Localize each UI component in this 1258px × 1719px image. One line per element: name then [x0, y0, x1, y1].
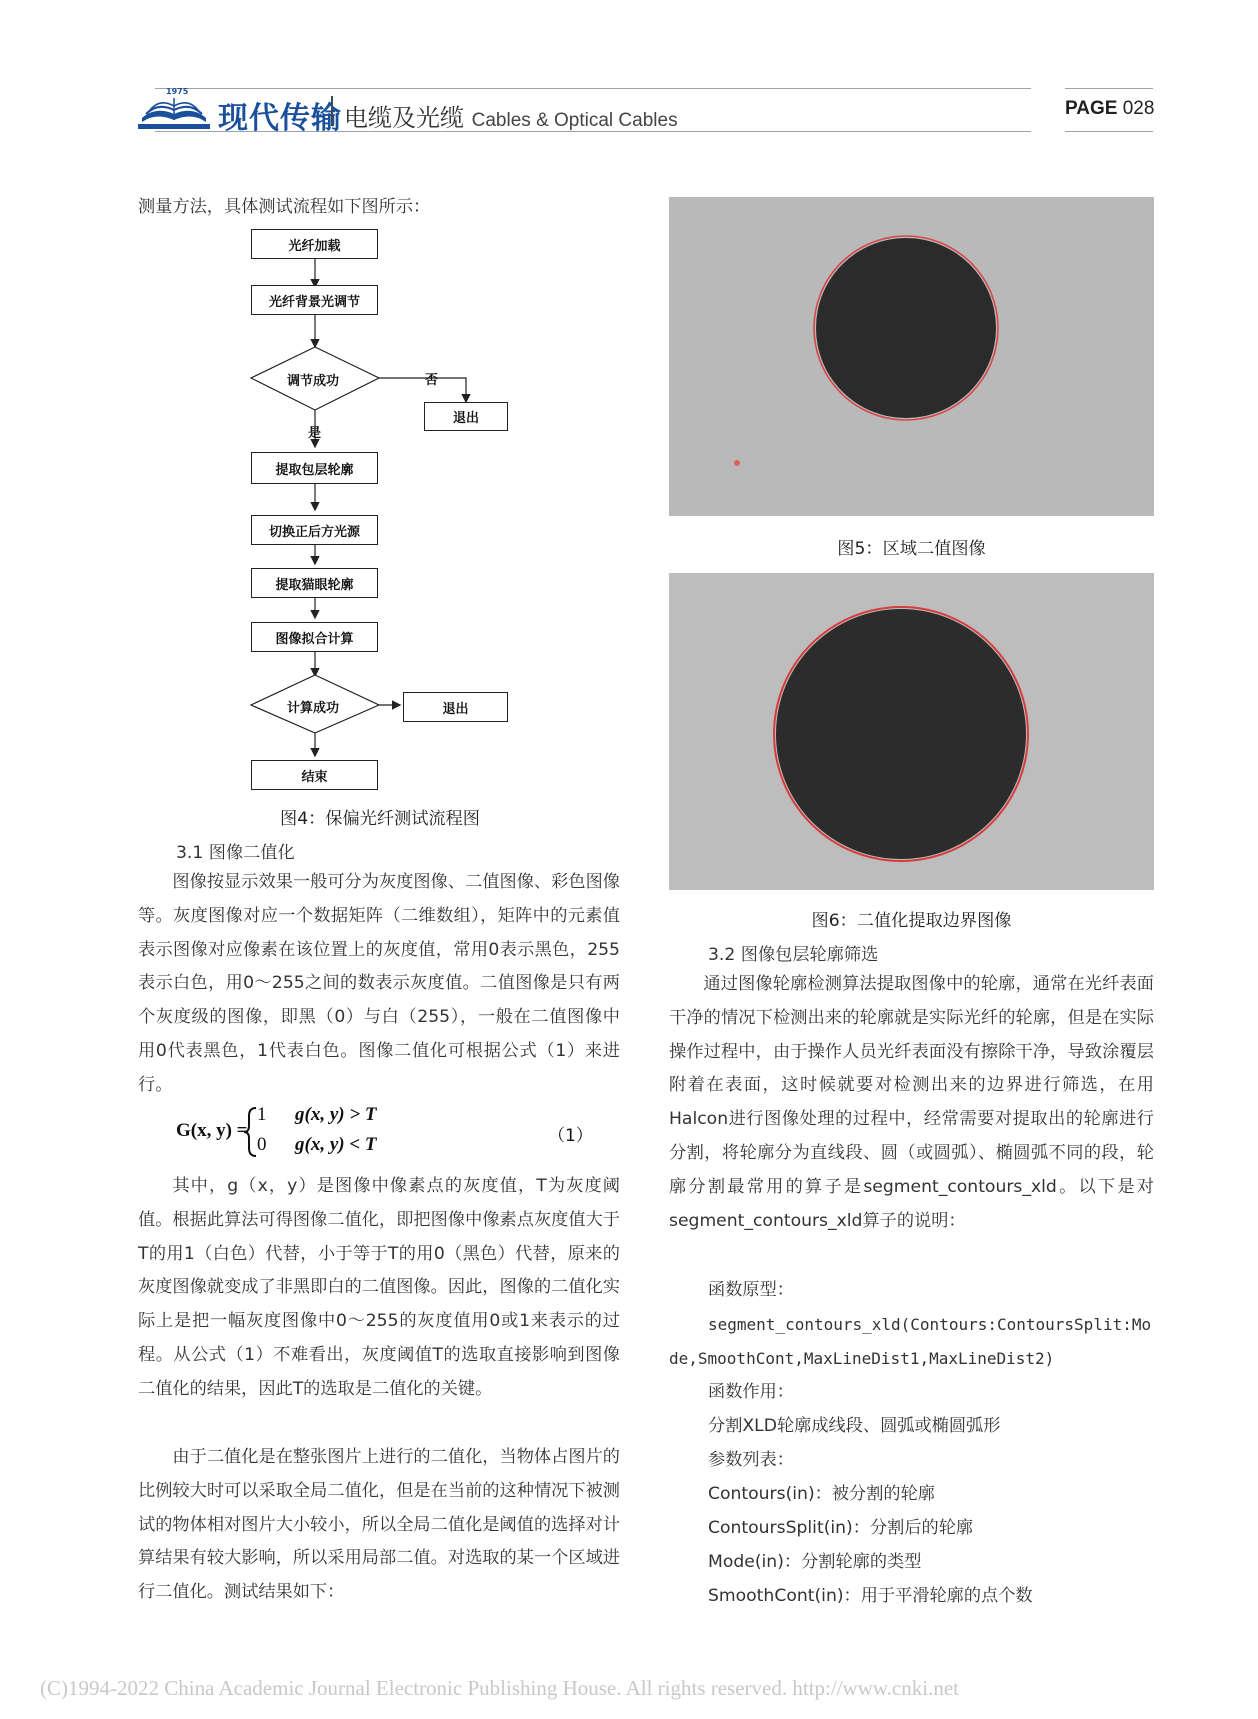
flow-step-fit: 图像拟合计算 [251, 622, 378, 652]
journal-brand: 现代传输 [218, 101, 342, 136]
flow-decision-adjust: 调节成功 [287, 374, 340, 389]
para-threshold: 其中，g（x，y）是图像中像素点的灰度值，T为灰度阈值。根据此算法可得图像二值化，即把图像中像素点灰度值大于T的用1（白色）代替，小于等于T的用0（黑色）代替，原来的灰度图像就变成了非黑即白的二值图像。因此，图像的二值化实际上是把一幅灰度图像中0～255的灰度值用0或1来表示的过程。从公式（1）不难看出，灰度阈值T的选取直接影响到图像二值化的结果，因此T的选取是二值化的关键。 [138, 1176, 620, 1399]
svg-text:1975: 1975 [166, 87, 189, 96]
func-description: 分割XLD轮廓成线段、圆弧或椭圆弧形 [708, 1416, 1001, 1436]
para-contour-filter: 通过图像轮廓检测算法提取图像中的轮廓，通常在光纤表面干净的情况下检测出来的轮廓就是实际光纤的轮廓，但是在实际操作过程中，由于操作人员光纤表面没有擦除干净，导致涂覆层附着在表面，这时候就要对检测出来的边界进行筛选，在用Halcon进行图像处理的过程中，经常需要对提取出的轮廓进行分割，将轮廓分为直线段、圆（或圆弧）、椭圆弧不同的段，轮廓分割最常用的算子是segment_contours_xld。以下是对segment_contours_xld算子的说明： [669, 974, 1154, 1231]
copyright-footer: (C)1994-2022 China Academic Journal Electronic Publishing House. All rights reserved. http://www.cnki.net [40, 1676, 959, 1700]
fig5-caption: 图5：区域二值图像 [837, 539, 986, 559]
flow-exit-2: 退出 [403, 692, 508, 722]
flow-decision-calc: 计算成功 [287, 701, 340, 716]
param-mode: Mode(in)：分割轮廓的类型 [708, 1552, 922, 1572]
formula-case2-value: 0 [257, 1134, 267, 1155]
flow-step-cat-eye: 提取猫眼轮廓 [251, 568, 378, 598]
fig5-image [669, 197, 1154, 516]
flow-step-load: 光纤加载 [251, 229, 378, 259]
fig4-caption: 图4：保偏光纤测试流程图 [280, 809, 480, 829]
param-smooth-cont: SmoothCont(in)：用于平滑轮廓的点个数 [708, 1586, 1033, 1606]
flow-label-yes: 是 [308, 426, 322, 441]
formula-lhs: G(x, y) = [176, 1120, 248, 1141]
flow-exit-1: 退出 [424, 402, 508, 431]
func-label: 函数作用： [708, 1382, 794, 1402]
formula-number: （1） [548, 1126, 593, 1146]
flow-step-switch-light: 切换正后方光源 [251, 515, 378, 545]
flow-label-no: 否 [425, 373, 439, 388]
para-local-binarization: 由于二值化是在整张图片上进行的二值化，当物体占图片的比例较大时可以采取全局二值化，但是在当前的这种情况下被测试的物体相对图片大小较小，所以全局二值化是阈值的选择对计算结果有较大影响，所以采用局部二值。对选取的某一个区域进行二值化。测试结果如下： [138, 1447, 620, 1603]
intro-text: 测量方法，具体测试流程如下图所示： [138, 197, 431, 217]
para-grayscale: 图像按显示效果一般可分为灰度图像、二值图像、彩色图像等。灰度图像对应一个数据矩阵（二维数组），矩阵中的元素值表示图像对应像素在该位置上的灰度值，常用0表示黑色，255表示白色，用0～255之间的数表示灰度值。二值图像是只有两个灰度级的图像，即黑（0）与白（255），一般在二值图像中用0代表黑色，1代表白色。图像二值化可根据公式（1）来进行。 [138, 872, 620, 1095]
formula-case1-condition: g(x, y) > T [295, 1104, 377, 1125]
section-title-en: Cables & Optical Cables [471, 110, 678, 131]
fig6-image [669, 573, 1154, 890]
proto-label: 函数原型： [708, 1280, 794, 1300]
flow-step-end: 结束 [251, 760, 378, 790]
formula-case2-condition: g(x, y) < T [295, 1134, 377, 1155]
formula-case1-value: 1 [257, 1104, 267, 1125]
param-contours-split: ContoursSplit(in)：分割后的轮廓 [708, 1518, 974, 1538]
flow-step-backlight: 光纤背景光调节 [251, 285, 378, 315]
page-number-value: 028 [1122, 98, 1155, 119]
flow-step-cladding: 提取包层轮廓 [251, 452, 378, 484]
page-label: PAGE [1065, 98, 1118, 119]
params-label: 参数列表： [708, 1450, 794, 1470]
heading-3-1: 3.1 图像二值化 [176, 843, 295, 863]
fig6-caption: 图6：二值化提取边界图像 [811, 911, 1012, 931]
section-title-cn: 电缆及光缆 [344, 104, 464, 132]
heading-3-2: 3.2 图像包层轮廓筛选 [708, 945, 879, 965]
proto-signature: segment_contours_xld(Contours:ContoursSplit:Mode,SmoothCont,MaxLineDist1,MaxLineDist2) [669, 1315, 1152, 1368]
param-contours: Contours(in)：被分割的轮廓 [708, 1484, 935, 1504]
